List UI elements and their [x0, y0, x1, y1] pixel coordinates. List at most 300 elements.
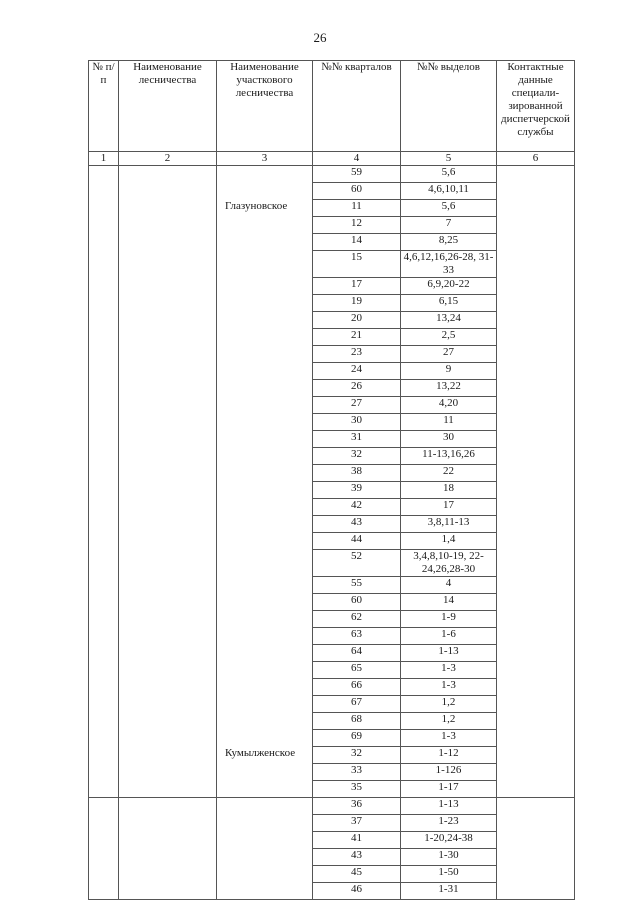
cell-district-forestry [217, 730, 313, 747]
cell-plots: 4 [401, 577, 497, 594]
table-row [89, 448, 575, 465]
cell-plots: 1-31 [401, 883, 497, 900]
cell-contacts [497, 329, 575, 346]
cell-contacts [497, 166, 575, 183]
cell-plots: 1-126 [401, 764, 497, 781]
cell-contacts [497, 594, 575, 611]
cell-forestry [119, 200, 217, 217]
cell-plots: 13,24 [401, 312, 497, 329]
cell-contacts [497, 183, 575, 200]
cell-district-forestry [217, 832, 313, 849]
cell-plots: 5,6 [401, 200, 497, 217]
cell-forestry [119, 866, 217, 883]
cell-forestry [119, 594, 217, 611]
cell-plots: 6,9,20-22 [401, 278, 497, 295]
cell-quarter: 44 [313, 533, 401, 550]
cell-district-forestry [217, 380, 313, 397]
header-forestry: Наименование лесничества [119, 61, 217, 152]
cell-quarter: 26 [313, 380, 401, 397]
table-row [89, 346, 575, 363]
cell-plots: 1-50 [401, 866, 497, 883]
cell-quarter: 62 [313, 611, 401, 628]
header-row [89, 61, 575, 152]
cell-district-forestry [217, 713, 313, 730]
cell-plots: 22 [401, 465, 497, 482]
cell-num [89, 397, 119, 414]
cell-num [89, 696, 119, 713]
cell-num [89, 217, 119, 234]
table-body [89, 166, 575, 900]
cell-district-forestry [217, 611, 313, 628]
cell-district-forestry [217, 550, 313, 577]
cell-district-forestry: Кумылженское [217, 747, 313, 764]
table-row [89, 764, 575, 781]
table-row [89, 550, 575, 577]
cell-plots: 1-20,24-38 [401, 832, 497, 849]
cell-quarter: 24 [313, 363, 401, 380]
cell-num [89, 234, 119, 251]
cell-district-forestry: Глазуновское [217, 200, 313, 217]
cell-district-forestry [217, 482, 313, 499]
cell-district-forestry [217, 397, 313, 414]
cell-forestry [119, 516, 217, 533]
cell-num [89, 431, 119, 448]
table-row [89, 251, 575, 278]
table-row [89, 278, 575, 295]
cell-plots: 4,20 [401, 397, 497, 414]
cell-district-forestry [217, 346, 313, 363]
cell-district-forestry [217, 278, 313, 295]
cell-contacts [497, 251, 575, 278]
cell-forestry [119, 414, 217, 431]
cell-plots: 1-9 [401, 611, 497, 628]
cell-plots: 1-6 [401, 628, 497, 645]
cell-contacts [497, 798, 575, 815]
cell-district-forestry [217, 533, 313, 550]
table-row [89, 577, 575, 594]
cell-num [89, 499, 119, 516]
cell-quarter: 36 [313, 798, 401, 815]
table-row [89, 329, 575, 346]
cell-contacts [497, 679, 575, 696]
cell-quarter: 32 [313, 448, 401, 465]
table-row [89, 713, 575, 730]
cell-forestry [119, 329, 217, 346]
cell-forestry [119, 295, 217, 312]
cell-plots: 1,4 [401, 533, 497, 550]
cell-num [89, 550, 119, 577]
cell-forestry [119, 577, 217, 594]
cell-district-forestry [217, 577, 313, 594]
cell-quarter: 20 [313, 312, 401, 329]
cell-plots: 8,25 [401, 234, 497, 251]
cell-num [89, 611, 119, 628]
cell-plots: 9 [401, 363, 497, 380]
cell-contacts [497, 448, 575, 465]
cell-district-forestry [217, 363, 313, 380]
cell-num [89, 849, 119, 866]
table-row [89, 594, 575, 611]
cell-district-forestry [217, 866, 313, 883]
cell-district-forestry [217, 251, 313, 278]
cell-contacts [497, 499, 575, 516]
col-number: 3 [217, 152, 313, 166]
cell-contacts [497, 696, 575, 713]
header-plots: №№ выделов [401, 61, 497, 152]
cell-plots: 17 [401, 499, 497, 516]
table-row [89, 747, 575, 764]
cell-district-forestry [217, 679, 313, 696]
cell-plots: 5,6 [401, 166, 497, 183]
cell-contacts [497, 628, 575, 645]
cell-forestry [119, 397, 217, 414]
cell-quarter: 43 [313, 849, 401, 866]
cell-num [89, 200, 119, 217]
cell-plots: 1-13 [401, 645, 497, 662]
cell-district-forestry [217, 166, 313, 183]
cell-forestry [119, 645, 217, 662]
cell-district-forestry [217, 312, 313, 329]
cell-num [89, 533, 119, 550]
table-row [89, 781, 575, 798]
table-row [89, 295, 575, 312]
cell-contacts [497, 465, 575, 482]
cell-forestry [119, 465, 217, 482]
cell-forestry [119, 798, 217, 815]
cell-district-forestry [217, 448, 313, 465]
cell-quarter: 11 [313, 200, 401, 217]
cell-forestry [119, 380, 217, 397]
cell-contacts [497, 346, 575, 363]
cell-district-forestry [217, 217, 313, 234]
cell-num [89, 183, 119, 200]
cell-district-forestry [217, 499, 313, 516]
cell-quarter: 27 [313, 397, 401, 414]
table-row [89, 414, 575, 431]
cell-quarter: 38 [313, 465, 401, 482]
cell-forestry [119, 499, 217, 516]
cell-district-forestry [217, 696, 313, 713]
cell-forestry [119, 764, 217, 781]
cell-forestry [119, 312, 217, 329]
cell-plots: 13,22 [401, 380, 497, 397]
cell-plots: 3,8,11-13 [401, 516, 497, 533]
cell-num [89, 516, 119, 533]
cell-district-forestry [217, 431, 313, 448]
cell-forestry [119, 832, 217, 849]
cell-num [89, 662, 119, 679]
cell-plots: 11-13,16,26 [401, 448, 497, 465]
cell-num [89, 448, 119, 465]
col-number: 6 [497, 152, 575, 166]
table-row [89, 312, 575, 329]
cell-quarter: 46 [313, 883, 401, 900]
col-number: 4 [313, 152, 401, 166]
cell-num [89, 628, 119, 645]
cell-quarter: 60 [313, 183, 401, 200]
cell-contacts [497, 645, 575, 662]
cell-contacts [497, 550, 575, 577]
table-row [89, 431, 575, 448]
cell-plots: 18 [401, 482, 497, 499]
table-row [89, 217, 575, 234]
cell-quarter: 66 [313, 679, 401, 696]
cell-quarter: 64 [313, 645, 401, 662]
cell-contacts [497, 832, 575, 849]
cell-quarter: 41 [313, 832, 401, 849]
cell-num [89, 883, 119, 900]
cell-quarter: 35 [313, 781, 401, 798]
table-row [89, 516, 575, 533]
cell-quarter: 67 [313, 696, 401, 713]
cell-plots: 3,4,8,10-19, 22-24,26,28-30 [401, 550, 497, 577]
cell-contacts [497, 397, 575, 414]
cell-forestry [119, 217, 217, 234]
cell-contacts [497, 713, 575, 730]
cell-plots: 1-17 [401, 781, 497, 798]
cell-num [89, 251, 119, 278]
header-contacts: Контактные данные специали-зированной диспетчерской службы [497, 61, 575, 152]
cell-quarter: 33 [313, 764, 401, 781]
cell-quarter: 63 [313, 628, 401, 645]
cell-quarter: 12 [313, 217, 401, 234]
cell-plots: 27 [401, 346, 497, 363]
cell-forestry [119, 363, 217, 380]
cell-district-forestry [217, 329, 313, 346]
cell-plots: 1-30 [401, 849, 497, 866]
cell-quarter: 37 [313, 815, 401, 832]
cell-quarter: 30 [313, 414, 401, 431]
cell-forestry [119, 611, 217, 628]
cell-plots: 1-3 [401, 679, 497, 696]
table-row [89, 628, 575, 645]
cell-forestry [119, 166, 217, 183]
cell-contacts [497, 312, 575, 329]
cell-num [89, 482, 119, 499]
table-row [89, 849, 575, 866]
cell-quarter: 65 [313, 662, 401, 679]
cell-plots: 6,15 [401, 295, 497, 312]
cell-num [89, 798, 119, 815]
table-row [89, 883, 575, 900]
cell-num [89, 764, 119, 781]
table-row [89, 679, 575, 696]
cell-forestry [119, 550, 217, 577]
cell-contacts [497, 217, 575, 234]
cell-quarter: 68 [313, 713, 401, 730]
cell-num [89, 815, 119, 832]
cell-plots: 2,5 [401, 329, 497, 346]
cell-district-forestry [217, 883, 313, 900]
cell-num [89, 747, 119, 764]
cell-contacts [497, 414, 575, 431]
cell-num [89, 363, 119, 380]
cell-quarter: 31 [313, 431, 401, 448]
cell-district-forestry [217, 594, 313, 611]
table-row [89, 611, 575, 628]
cell-quarter: 15 [313, 251, 401, 278]
cell-num [89, 465, 119, 482]
cell-forestry [119, 278, 217, 295]
cell-contacts [497, 747, 575, 764]
header-num: № п/п [89, 61, 119, 152]
cell-forestry [119, 346, 217, 363]
cell-forestry [119, 448, 217, 465]
cell-plots: 11 [401, 414, 497, 431]
table-row [89, 397, 575, 414]
cell-contacts [497, 883, 575, 900]
cell-quarter: 21 [313, 329, 401, 346]
cell-num [89, 594, 119, 611]
cell-quarter: 55 [313, 577, 401, 594]
cell-forestry [119, 781, 217, 798]
table-row [89, 533, 575, 550]
cell-district-forestry [217, 798, 313, 815]
cell-plots: 30 [401, 431, 497, 448]
cell-forestry [119, 849, 217, 866]
page-number: 26 [313, 30, 327, 45]
cell-contacts [497, 363, 575, 380]
cell-district-forestry [217, 764, 313, 781]
table-row [89, 465, 575, 482]
cell-forestry [119, 662, 217, 679]
cell-forestry [119, 482, 217, 499]
cell-forestry [119, 183, 217, 200]
cell-plots: 1-13 [401, 798, 497, 815]
cell-contacts [497, 295, 575, 312]
cell-forestry [119, 713, 217, 730]
cell-num [89, 295, 119, 312]
cell-district-forestry [217, 781, 313, 798]
cell-quarter: 69 [313, 730, 401, 747]
col-number: 1 [89, 152, 119, 166]
cell-quarter: 43 [313, 516, 401, 533]
cell-contacts [497, 815, 575, 832]
table-row [89, 380, 575, 397]
cell-forestry [119, 696, 217, 713]
cell-quarter: 59 [313, 166, 401, 183]
cell-plots: 1-12 [401, 747, 497, 764]
cell-quarter: 17 [313, 278, 401, 295]
cell-contacts [497, 516, 575, 533]
cell-quarter: 52 [313, 550, 401, 577]
cell-quarter: 32 [313, 747, 401, 764]
cell-num [89, 166, 119, 183]
header-district-forestry: Наименование участкового лесничества [217, 61, 313, 152]
cell-num [89, 713, 119, 730]
cell-num [89, 380, 119, 397]
cell-num [89, 645, 119, 662]
cell-district-forestry [217, 516, 313, 533]
table-row [89, 866, 575, 883]
cell-forestry [119, 747, 217, 764]
cell-contacts [497, 234, 575, 251]
cell-district-forestry [217, 815, 313, 832]
table-row [89, 234, 575, 251]
table-row [89, 200, 575, 217]
cell-plots: 4,6,10,11 [401, 183, 497, 200]
cell-forestry [119, 628, 217, 645]
cell-forestry [119, 883, 217, 900]
cell-plots: 7 [401, 217, 497, 234]
table-row [89, 363, 575, 380]
cell-num [89, 278, 119, 295]
cell-district-forestry [217, 414, 313, 431]
table-row [89, 499, 575, 516]
table-row [89, 645, 575, 662]
cell-num [89, 577, 119, 594]
cell-num [89, 730, 119, 747]
table-row [89, 832, 575, 849]
cell-contacts [497, 482, 575, 499]
cell-contacts [497, 781, 575, 798]
table-row [89, 696, 575, 713]
cell-district-forestry [217, 662, 313, 679]
cell-contacts [497, 380, 575, 397]
column-number-row [89, 152, 575, 166]
cell-plots: 1,2 [401, 713, 497, 730]
cell-num [89, 414, 119, 431]
cell-district-forestry [217, 295, 313, 312]
cell-contacts [497, 200, 575, 217]
cell-contacts [497, 533, 575, 550]
cell-num [89, 346, 119, 363]
cell-district-forestry [217, 645, 313, 662]
cell-plots: 4,6,12,16,26-28, 31-33 [401, 251, 497, 278]
cell-forestry [119, 730, 217, 747]
cell-num [89, 866, 119, 883]
cell-num [89, 329, 119, 346]
cell-contacts [497, 764, 575, 781]
forestry-table [88, 60, 575, 900]
cell-quarter: 14 [313, 234, 401, 251]
cell-district-forestry [217, 628, 313, 645]
cell-quarter: 39 [313, 482, 401, 499]
cell-district-forestry [217, 465, 313, 482]
cell-forestry [119, 431, 217, 448]
table-row [89, 166, 575, 183]
cell-forestry [119, 533, 217, 550]
cell-contacts [497, 730, 575, 747]
cell-forestry [119, 234, 217, 251]
cell-forestry [119, 679, 217, 696]
cell-quarter: 45 [313, 866, 401, 883]
cell-contacts [497, 278, 575, 295]
table-row [89, 183, 575, 200]
table-row [89, 815, 575, 832]
table-row [89, 662, 575, 679]
cell-contacts [497, 866, 575, 883]
cell-num [89, 679, 119, 696]
cell-plots: 1,2 [401, 696, 497, 713]
cell-plots: 14 [401, 594, 497, 611]
cell-contacts [497, 577, 575, 594]
cell-plots: 1-3 [401, 662, 497, 679]
cell-district-forestry [217, 234, 313, 251]
cell-district-forestry [217, 849, 313, 866]
cell-quarter: 19 [313, 295, 401, 312]
cell-num [89, 781, 119, 798]
cell-forestry [119, 251, 217, 278]
col-number: 2 [119, 152, 217, 166]
cell-plots: 1-3 [401, 730, 497, 747]
cell-quarter: 42 [313, 499, 401, 516]
cell-contacts [497, 431, 575, 448]
cell-contacts [497, 611, 575, 628]
cell-contacts [497, 662, 575, 679]
cell-quarter: 23 [313, 346, 401, 363]
cell-num [89, 312, 119, 329]
